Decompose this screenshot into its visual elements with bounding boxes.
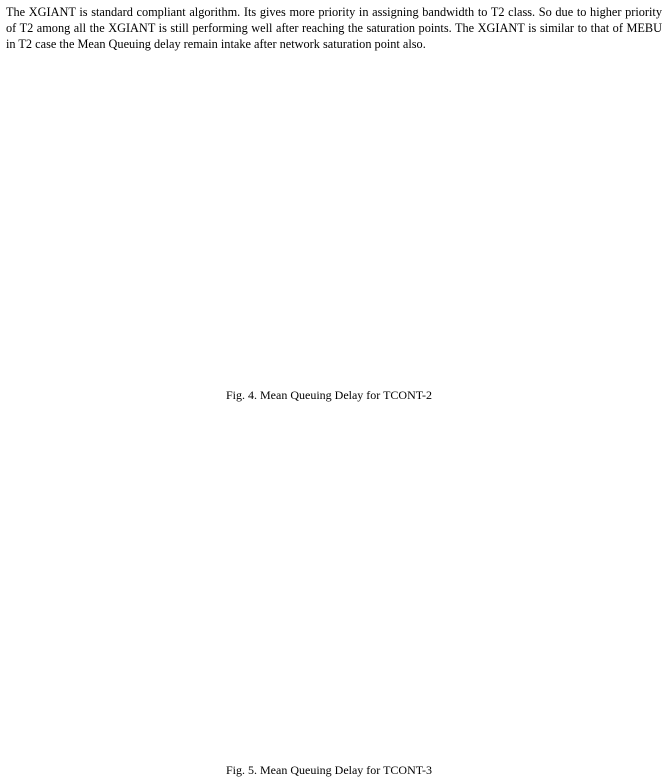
- figure-caption-5: Fig. 5. Mean Queuing Delay for TCONT-3: [226, 763, 432, 777]
- body-paragraph: The XGIANT is standard compliant algorithm. Its gives more priority in assigning bandwidth to T2 class. So due to higher priority of T2 among all the XGIANT is still performing well after reaching the saturation points. The XGIANT is similar to that of MEBU in T2 case the Mean Queuing delay remain intake after network saturation point also.: [6, 5, 662, 51]
- figure-caption-4: Fig. 4. Mean Queuing Delay for TCONT-2: [226, 388, 432, 402]
